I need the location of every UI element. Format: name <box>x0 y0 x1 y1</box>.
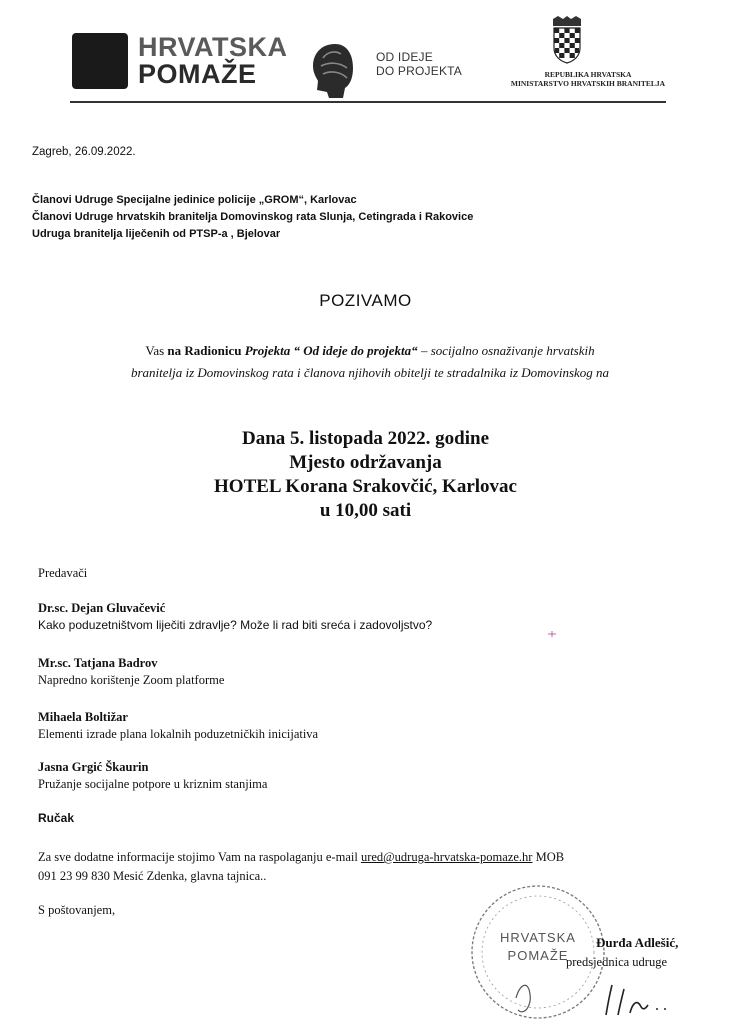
contact-text: Za sve dodatne informacije stojimo Vam na raspolaganju e-mail <box>38 850 358 864</box>
speaker-name: Dr.sc. Dejan Gluvačević <box>38 601 166 615</box>
speaker-topic: Kako poduzetništvom liječiti zdravlje? Može li rad biti sreća i zadovoljstvo? <box>38 618 433 632</box>
invitation-intro <box>40 340 700 384</box>
speaker-name: Mihaela Boltižar <box>38 710 128 724</box>
contact-email-link[interactable]: ured@udruga-hrvatska-pomaze.hr <box>360 850 533 864</box>
ministry-caption <box>488 70 688 88</box>
logo-word-hrvatska: HRVATSKA <box>138 32 288 62</box>
stamp-text-1: HRVATSKA <box>500 930 576 945</box>
project-line-1: OD IDEJE <box>376 50 433 64</box>
intro-radionicu: Radionicu <box>184 343 242 358</box>
speaker-topic: Elementi izrade plana lokalnih poduzetničkih inicijativa <box>38 727 319 741</box>
intro-vas: Vas <box>145 343 165 358</box>
hrvatska-pomaze-logo-mark <box>72 33 128 89</box>
ministry-line-2: MINISTARSTVO HRVATSKIH BRANITELJA <box>510 79 666 88</box>
recipient-line: Članovi Udruge hrvatskih branitelja Domovinskog rata Slunja, Cetingrada i Rakovice <box>32 211 474 223</box>
project-logo-text <box>376 50 462 78</box>
lunch-label: Ručak <box>38 811 75 825</box>
speaker-entry <box>38 709 318 743</box>
contact-mob-label: MOB <box>535 850 565 864</box>
contact-line-1 <box>38 848 708 867</box>
stamp-text-2: POMAŽE <box>507 948 569 963</box>
event-details <box>0 427 731 523</box>
speaker-entry <box>38 655 224 689</box>
speaker-entry <box>38 600 432 634</box>
project-line-2: DO PROJEKTA <box>376 64 462 78</box>
intro-line-2: branitelja iz Domovinskog rata i članova njihovih obitelji te stradalnika iz Domovinskog na <box>130 365 610 380</box>
event-date: Dana 5. listopada 2022. godine <box>241 428 490 449</box>
speakers-label: Predavači <box>38 566 88 580</box>
invitation-heading: POZIVAMO <box>319 291 412 310</box>
speaker-topic: Pružanje socijalne potpore u kriznim stanjima <box>38 777 268 791</box>
association-stamp <box>468 880 608 1024</box>
signatory-name: Đurđa Adlešić, <box>596 935 679 950</box>
event-venue: HOTEL Korana Srakovčić, Karlovac <box>214 476 517 497</box>
speaker-topic: Napredno korištenje Zoom platforme <box>38 673 225 687</box>
intro-rest: – socijalno osnaživanje hrvatskih <box>420 343 595 358</box>
handwritten-signature <box>600 975 690 1020</box>
intro-project-title: “ Od ideje do projekta“ <box>293 343 418 358</box>
intro-na: na <box>167 343 182 358</box>
contact-line-2: 091 23 99 830 Mesić Zdenka, glavna tajnica.. <box>38 869 267 883</box>
signatory-role: predsjednica udruge <box>566 955 668 969</box>
recipients-block <box>32 192 473 243</box>
head-silhouette-icon <box>305 40 357 100</box>
closing-regards: S poštovanjem, <box>38 903 116 917</box>
ministry-line-1: REPUBLIKA HRVATSKA <box>544 70 632 79</box>
event-venue-label: Mjesto održavanja <box>289 452 442 473</box>
speaker-entry <box>38 759 267 793</box>
speaker-name: Mr.sc. Tatjana Badrov <box>38 656 158 670</box>
recipient-line: Udruga branitelja liječenih od PTSP-a , Bjelovar <box>32 228 281 240</box>
stray-mark <box>547 630 557 638</box>
speaker-name: Jasna Grgić Škaurin <box>38 760 149 774</box>
letter-date: Zagreb, 26.09.2022. <box>32 146 136 158</box>
intro-line-1 <box>40 340 700 362</box>
header-divider <box>70 101 666 103</box>
logo-word-pomaze: POMAŽE <box>138 59 257 89</box>
intro-projekta: Projekta <box>244 343 291 358</box>
recipient-line: Članovi Udruge Specijalne jedinice policije „GROM“, Karlovac <box>32 194 357 206</box>
event-time: u 10,00 sati <box>319 500 412 521</box>
croatian-coat-of-arms-icon <box>550 16 584 64</box>
